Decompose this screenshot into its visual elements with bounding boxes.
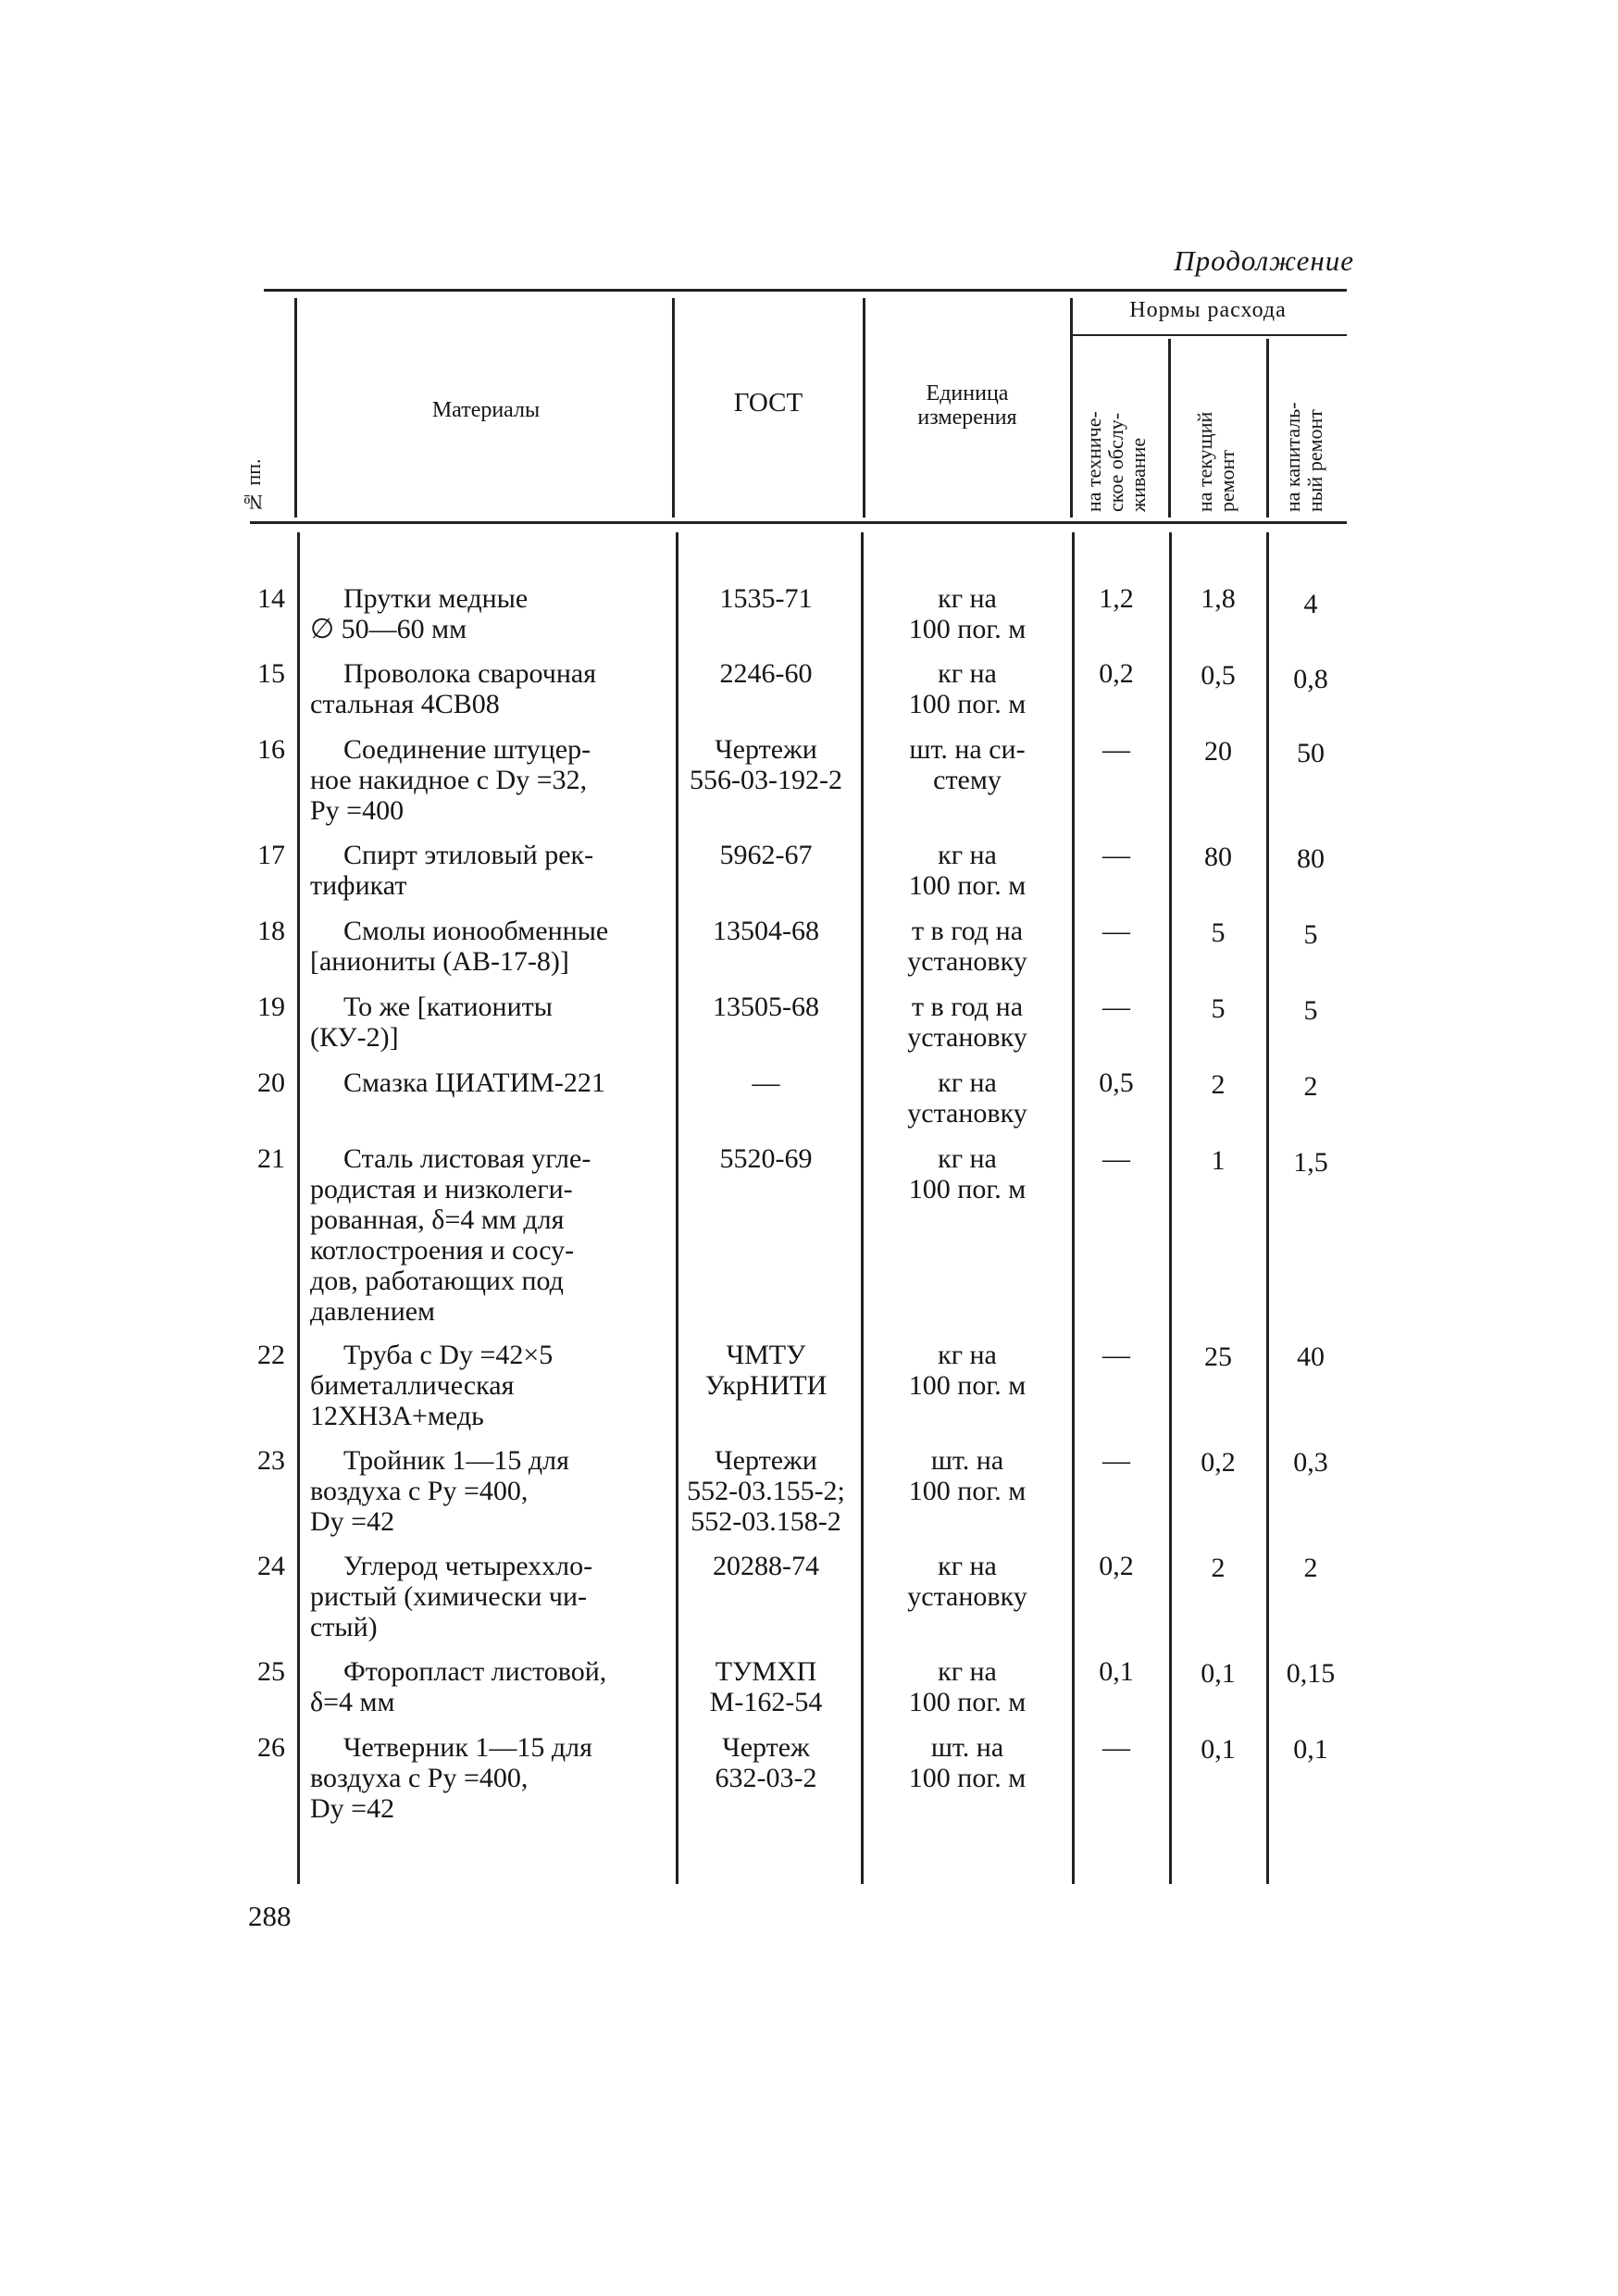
norm-current: 0,5 — [1201, 660, 1236, 691]
column-divider — [1169, 532, 1172, 1884]
norm-capital: 80 — [1297, 843, 1325, 874]
norm-maintenance: — — [1102, 1732, 1130, 1763]
gost-value: Чертежи 556-03-192-2 — [690, 734, 842, 795]
gost-value: Чертеж 632-03-2 — [715, 1732, 817, 1793]
unit-value: шт. на 100 пог. м — [908, 1445, 1027, 1506]
material-name: Смазка ЦИАТИМ-221 — [343, 1067, 605, 1098]
norm-capital: 5 — [1303, 995, 1318, 1026]
header-norm-maintenance: на техниче- ское обслу- живание — [1082, 411, 1150, 512]
norm-maintenance: — — [1102, 916, 1130, 946]
row-number: 14 — [257, 583, 285, 614]
unit-value: кг на 100 пог. м — [908, 583, 1027, 644]
header-unit: Единица измерения — [917, 381, 1017, 430]
table-top-rule — [264, 289, 1347, 292]
norm-current: 20 — [1204, 736, 1232, 767]
continuation-label: Продолжение — [1174, 244, 1354, 277]
gost-value: ТУМХП М-162-54 — [709, 1656, 823, 1717]
norm-maintenance: 0,2 — [1099, 1551, 1134, 1581]
material-name: Проволока сварочная стальная 4СВ08 — [310, 658, 597, 719]
gost-value: 5520-69 — [719, 1143, 813, 1174]
material-name: Четверник 1—15 для воздуха с Pу =400, Dу =42 — [310, 1732, 592, 1824]
norm-capital: 40 — [1297, 1341, 1325, 1372]
norm-maintenance: — — [1102, 1143, 1130, 1174]
gost-value: — — [752, 1067, 780, 1098]
row-number: 15 — [257, 658, 285, 689]
norm-capital: 5 — [1303, 919, 1318, 950]
header-divider — [1266, 339, 1269, 518]
material-name: Спирт этиловый рек- тификат — [310, 840, 594, 901]
column-divider — [297, 532, 300, 1884]
unit-value: кг на 100 пог. м — [908, 1656, 1027, 1717]
norm-capital: 1,5 — [1293, 1147, 1328, 1178]
unit-value: шт. на 100 пог. м — [908, 1732, 1027, 1793]
unit-value: кг на 100 пог. м — [908, 840, 1027, 901]
norm-current: 0,1 — [1201, 1658, 1236, 1689]
header-materials: Материалы — [431, 398, 541, 422]
header-divider — [1168, 339, 1171, 518]
norm-capital: 4 — [1303, 589, 1318, 619]
norm-maintenance: — — [1102, 1340, 1130, 1370]
column-divider — [1266, 532, 1269, 1884]
row-number: 25 — [257, 1656, 285, 1687]
norm-maintenance: — — [1102, 840, 1130, 870]
norm-current: 80 — [1204, 842, 1232, 872]
gost-value: 13505-68 — [713, 992, 819, 1022]
unit-value: кг на 100 пог. м — [908, 1143, 1027, 1204]
norm-current: 2 — [1211, 1553, 1226, 1583]
row-number: 20 — [257, 1067, 285, 1098]
header-divider — [863, 298, 865, 518]
unit-value: шт. на си- стему — [909, 734, 1026, 795]
row-number: 22 — [257, 1340, 285, 1370]
unit-value: кг на установку — [907, 1551, 1027, 1612]
material-name: Смолы ионообменные [аниониты (АВ-17-8)] — [310, 916, 609, 977]
material-name: То же [катиониты (КУ-2)] — [310, 992, 553, 1053]
row-number: 16 — [257, 734, 285, 765]
header-divider — [672, 298, 675, 518]
norm-capital: 50 — [1297, 738, 1325, 768]
row-number: 18 — [257, 916, 285, 946]
column-divider — [861, 532, 864, 1884]
gost-value: Чертежи 552-03.155-2; 552-03.158-2 — [687, 1445, 845, 1537]
gost-value: 1535-71 — [719, 583, 813, 614]
material-name: Сталь листовая угле- родистая и низколеги- рованная, δ=4 мм для котлостроения и сосу- дов, работающих под давлением — [310, 1143, 591, 1327]
row-number: 17 — [257, 840, 285, 870]
gost-value: ЧМТУ УкрНИТИ — [704, 1340, 828, 1401]
gost-value: 2246-60 — [719, 658, 813, 689]
material-name: Фторопласт листовой, δ=4 мм — [310, 1656, 607, 1717]
material-name: Соединение штуцер- ное накидное с Dу =32, Pу =400 — [310, 734, 591, 826]
page-number: 288 — [248, 1900, 292, 1932]
header-norms: Нормы расхода — [1129, 298, 1287, 322]
row-number: 21 — [257, 1143, 285, 1174]
norm-capital: 2 — [1303, 1071, 1318, 1102]
norm-maintenance: 0,2 — [1099, 658, 1134, 689]
header-num: № пп. — [242, 458, 265, 514]
header-divider — [294, 298, 297, 518]
norm-current: 0,2 — [1201, 1447, 1236, 1478]
header-divider — [1070, 298, 1073, 518]
norm-current: 25 — [1204, 1341, 1232, 1372]
norm-capital: 2 — [1303, 1553, 1318, 1583]
column-divider — [1072, 532, 1075, 1884]
norm-capital: 0,15 — [1286, 1658, 1336, 1689]
norm-maintenance: — — [1102, 992, 1130, 1022]
row-number: 19 — [257, 992, 285, 1022]
header-norm-current: на текущий ремонт — [1193, 411, 1238, 512]
norm-capital: 0,8 — [1293, 664, 1328, 694]
header-bottom-rule — [250, 521, 1347, 524]
norm-maintenance: 0,5 — [1099, 1067, 1134, 1098]
norm-maintenance: — — [1102, 1445, 1130, 1476]
norm-current: 2 — [1211, 1069, 1226, 1100]
row-number: 23 — [257, 1445, 285, 1476]
unit-value: т в год на установку — [907, 916, 1027, 977]
row-number: 26 — [257, 1732, 285, 1763]
norm-maintenance: — — [1102, 734, 1130, 765]
unit-value: кг на 100 пог. м — [908, 1340, 1027, 1401]
gost-value: 13504-68 — [713, 916, 819, 946]
norms-subheader-rule — [1072, 334, 1347, 336]
norm-current: 5 — [1211, 993, 1226, 1024]
norm-capital: 0,3 — [1293, 1447, 1328, 1478]
material-name: Труба с Dу =42×5 биметаллическая 12ХН3А+медь — [310, 1340, 554, 1431]
material-name: Тройник 1—15 для воздуха с Pу =400, Dу =42 — [310, 1445, 569, 1537]
material-name: Прутки медные ∅ 50—60 мм — [310, 583, 529, 644]
norm-maintenance: 1,2 — [1099, 583, 1134, 614]
norm-maintenance: 0,1 — [1099, 1656, 1134, 1687]
gost-value: 5962-67 — [719, 840, 813, 870]
gost-value: 20288-74 — [713, 1551, 819, 1581]
header-gost: ГОСТ — [733, 388, 803, 418]
material-name: Углерод четыреххло- ристый (химически чи- стый) — [310, 1551, 593, 1642]
norm-current: 0,1 — [1201, 1734, 1236, 1765]
norm-capital: 0,1 — [1293, 1734, 1328, 1765]
unit-value: кг на установку — [907, 1067, 1027, 1129]
norm-current: 1,8 — [1201, 583, 1236, 614]
norm-current: 1 — [1211, 1145, 1226, 1176]
unit-value: кг на 100 пог. м — [908, 658, 1027, 719]
unit-value: т в год на установку — [907, 992, 1027, 1053]
norm-current: 5 — [1211, 917, 1226, 948]
row-number: 24 — [257, 1551, 285, 1581]
header-norm-capital: на капиталь- ный ремонт — [1281, 402, 1326, 512]
